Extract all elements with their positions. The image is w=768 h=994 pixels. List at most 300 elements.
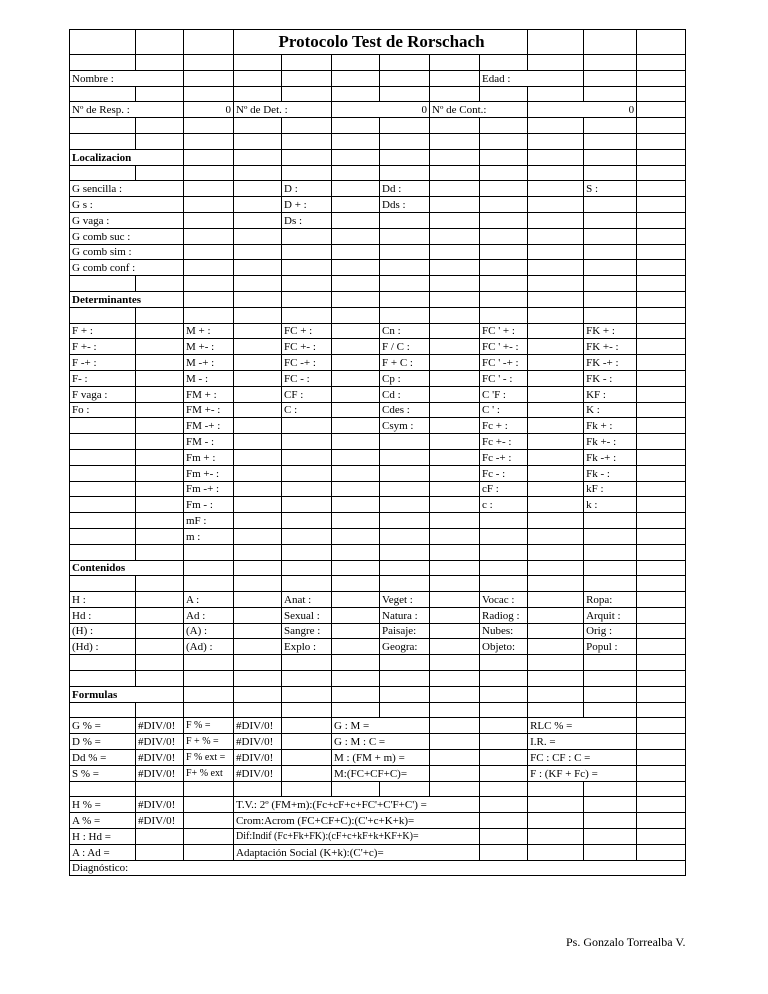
entry-cell[interactable] — [136, 402, 184, 418]
table-row — [70, 829, 686, 845]
entry-cell[interactable] — [528, 260, 584, 276]
entry-cell[interactable] — [332, 481, 380, 497]
entry-cell[interactable] — [184, 260, 234, 276]
entry-cell[interactable] — [234, 244, 282, 260]
table-cell — [380, 307, 430, 323]
entry-cell[interactable] — [430, 228, 480, 244]
table-cell — [184, 655, 234, 671]
content-label: Arquit : — [584, 607, 637, 623]
formula-label: T.V.: 2º (FM+m):(Fc+cF+c+FC'+C'F+C') = — [234, 797, 480, 813]
entry-cell[interactable] — [637, 718, 686, 734]
entry-cell[interactable] — [528, 181, 584, 197]
n-det-value: 0 — [332, 102, 430, 118]
determinant-label: FK -+ : — [584, 355, 637, 371]
entry-cell[interactable] — [332, 497, 380, 513]
formula-value — [136, 844, 184, 860]
entry-cell[interactable] — [136, 497, 184, 513]
entry-cell[interactable] — [637, 449, 686, 465]
formula-label: Adaptación Social (K+k):(C'+c)= — [234, 844, 480, 860]
entry-cell[interactable] — [282, 718, 332, 734]
entry-cell[interactable] — [136, 418, 184, 434]
content-label: Anat : — [282, 592, 332, 608]
entry-cell[interactable] — [136, 434, 184, 450]
entry-cell[interactable] — [234, 481, 282, 497]
entry-cell[interactable] — [430, 718, 480, 734]
entry-cell[interactable] — [480, 734, 528, 750]
entry-cell[interactable] — [136, 639, 184, 655]
loc-label: G vaga : — [70, 212, 184, 228]
entry-cell[interactable] — [136, 323, 184, 339]
table-cell — [637, 544, 686, 560]
table-cell — [637, 291, 686, 307]
entry-cell[interactable] — [584, 844, 637, 860]
entry-cell[interactable] — [430, 434, 480, 450]
entry-cell[interactable] — [430, 323, 480, 339]
entry-cell[interactable] — [234, 402, 282, 418]
loc-label: G comb suc : — [70, 228, 184, 244]
table-cell — [184, 30, 234, 55]
formula-value: #DIV/0! — [136, 750, 184, 766]
entry-cell[interactable] — [430, 465, 480, 481]
loc-label: G comb sim : — [70, 244, 184, 260]
entry-cell[interactable] — [136, 355, 184, 371]
entry-cell[interactable] — [528, 386, 584, 402]
entry-cell[interactable] — [528, 844, 584, 860]
entry-cell[interactable] — [528, 465, 584, 481]
entry-cell[interactable] — [637, 813, 686, 829]
entry-cell[interactable] — [637, 197, 686, 213]
entry-cell[interactable] — [430, 244, 480, 260]
entry-cell[interactable] — [430, 513, 480, 529]
entry-cell[interactable] — [430, 497, 480, 513]
entry-cell[interactable] — [332, 244, 380, 260]
entry-cell[interactable] — [430, 481, 480, 497]
table-cell — [234, 686, 282, 702]
entry-cell[interactable] — [430, 260, 480, 276]
entry-cell[interactable] — [528, 355, 584, 371]
entry-cell[interactable] — [332, 592, 380, 608]
entry-cell[interactable] — [480, 844, 528, 860]
formula-value: #DIV/0! — [234, 750, 282, 766]
entry-cell[interactable] — [234, 370, 282, 386]
entry-cell[interactable] — [528, 797, 584, 813]
table-cell — [184, 544, 234, 560]
entry-cell[interactable] — [282, 750, 332, 766]
entry-cell[interactable] — [480, 181, 528, 197]
entry-cell[interactable] — [430, 370, 480, 386]
content-label: (A) : — [184, 623, 234, 639]
determinant-label — [380, 528, 430, 544]
table-cell[interactable] — [282, 70, 332, 86]
table-cell[interactable] — [234, 70, 282, 86]
entry-cell[interactable] — [480, 765, 528, 781]
table-cell — [637, 118, 686, 134]
table-cell — [528, 55, 584, 71]
entry-cell[interactable] — [430, 639, 480, 655]
entry-cell[interactable] — [430, 607, 480, 623]
table-row — [70, 623, 686, 639]
entry-cell[interactable] — [234, 323, 282, 339]
entry-cell[interactable] — [637, 465, 686, 481]
table-cell[interactable] — [430, 70, 480, 86]
table-cell — [70, 118, 136, 134]
table-cell — [430, 55, 480, 71]
entry-cell[interactable] — [637, 244, 686, 260]
entry-cell[interactable] — [480, 829, 528, 845]
table-cell — [136, 781, 184, 797]
nombre-field[interactable] — [184, 70, 234, 86]
entry-cell[interactable] — [480, 718, 528, 734]
entry-cell[interactable] — [528, 449, 584, 465]
entry-cell[interactable] — [184, 813, 234, 829]
table-cell[interactable] — [637, 70, 686, 86]
entry-cell[interactable] — [528, 513, 584, 529]
entry-cell[interactable] — [637, 797, 686, 813]
entry-cell[interactable] — [528, 639, 584, 655]
entry-cell[interactable] — [637, 497, 686, 513]
entry-cell[interactable] — [480, 244, 528, 260]
entry-cell[interactable] — [637, 513, 686, 529]
entry-cell[interactable] — [332, 339, 380, 355]
entry-cell[interactable] — [234, 639, 282, 655]
entry-cell[interactable] — [136, 607, 184, 623]
edad-field[interactable] — [584, 70, 637, 86]
entry-cell[interactable] — [528, 402, 584, 418]
table-cell — [332, 133, 380, 149]
determinant-label: Csym : — [380, 418, 430, 434]
determinant-label: KF : — [584, 386, 637, 402]
table-row — [70, 386, 686, 402]
entry-cell[interactable] — [332, 607, 380, 623]
entry-cell[interactable] — [528, 418, 584, 434]
entry-cell[interactable] — [637, 386, 686, 402]
entry-cell[interactable] — [528, 339, 584, 355]
entry-cell[interactable] — [528, 592, 584, 608]
entry-cell[interactable] — [480, 197, 528, 213]
entry-cell[interactable] — [234, 623, 282, 639]
table-row — [70, 797, 686, 813]
entry-cell[interactable] — [528, 212, 584, 228]
table-cell — [480, 781, 528, 797]
entry-cell[interactable] — [637, 370, 686, 386]
entry-cell[interactable] — [184, 197, 234, 213]
entry-cell[interactable] — [136, 513, 184, 529]
entry-cell[interactable] — [332, 402, 380, 418]
determinant-label: F -+ : — [70, 355, 136, 371]
table-cell — [282, 118, 332, 134]
table-cell — [430, 560, 480, 576]
entry-cell[interactable] — [332, 197, 380, 213]
table-cell — [234, 544, 282, 560]
entry-cell[interactable] — [234, 386, 282, 402]
entry-cell[interactable] — [528, 323, 584, 339]
entry-cell[interactable] — [184, 212, 234, 228]
entry-cell[interactable] — [528, 434, 584, 450]
determinant-label: kF : — [584, 481, 637, 497]
entry-cell[interactable] — [332, 323, 380, 339]
formula-value: #DIV/0! — [234, 765, 282, 781]
entry-cell[interactable] — [234, 465, 282, 481]
entry-cell[interactable] — [332, 418, 380, 434]
entry-cell[interactable] — [637, 402, 686, 418]
table-cell — [136, 276, 184, 292]
table-cell — [282, 576, 332, 592]
entry-cell[interactable] — [528, 813, 584, 829]
entry-cell[interactable] — [637, 829, 686, 845]
determinant-label — [380, 449, 430, 465]
table-cell — [332, 686, 380, 702]
table-cell — [332, 671, 380, 687]
entry-cell[interactable] — [430, 734, 480, 750]
table-cell — [136, 86, 184, 102]
entry-cell[interactable] — [136, 592, 184, 608]
table-cell — [480, 276, 528, 292]
entry-cell[interactable] — [184, 181, 234, 197]
entry-cell[interactable] — [637, 734, 686, 750]
loc-label: Dds : — [380, 197, 430, 213]
entry-cell[interactable] — [332, 449, 380, 465]
entry-cell[interactable] — [637, 323, 686, 339]
entry-cell[interactable] — [332, 181, 380, 197]
entry-cell[interactable] — [332, 528, 380, 544]
table-cell — [332, 576, 380, 592]
determinant-label — [380, 465, 430, 481]
table-cell — [584, 576, 637, 592]
entry-cell[interactable] — [234, 355, 282, 371]
entry-cell[interactable] — [234, 513, 282, 529]
entry-cell[interactable] — [234, 434, 282, 450]
entry-cell[interactable] — [528, 497, 584, 513]
entry-cell[interactable] — [184, 844, 234, 860]
determinant-label — [70, 418, 136, 434]
entry-cell[interactable] — [332, 434, 380, 450]
table-cell — [528, 307, 584, 323]
entry-cell[interactable] — [480, 212, 528, 228]
n-cont-value: 0 — [528, 102, 637, 118]
content-label: Geogra: — [380, 639, 430, 655]
entry-cell[interactable] — [584, 797, 637, 813]
determinant-label — [70, 434, 136, 450]
entry-cell[interactable] — [528, 197, 584, 213]
entry-cell[interactable] — [234, 181, 282, 197]
entry-cell[interactable] — [136, 449, 184, 465]
entry-cell[interactable] — [234, 607, 282, 623]
determinant-label: Fo : — [70, 402, 136, 418]
table-cell — [380, 671, 430, 687]
entry-cell[interactable] — [136, 339, 184, 355]
loc-label: S : — [584, 181, 637, 197]
entry-cell[interactable] — [637, 844, 686, 860]
determinant-label: FK +- : — [584, 339, 637, 355]
entry-cell[interactable] — [430, 197, 480, 213]
table-cell — [282, 133, 332, 149]
entry-cell[interactable] — [136, 370, 184, 386]
entry-cell[interactable] — [528, 528, 584, 544]
table-cell — [70, 86, 136, 102]
table-cell — [70, 133, 136, 149]
determinant-label: Cn : — [380, 323, 430, 339]
table-row — [70, 418, 686, 434]
entry-cell[interactable] — [430, 212, 480, 228]
entry-cell[interactable] — [332, 260, 380, 276]
determinant-label: F vaga : — [70, 386, 136, 402]
entry-cell[interactable] — [136, 623, 184, 639]
entry-cell[interactable] — [136, 528, 184, 544]
entry-cell[interactable] — [584, 829, 637, 845]
entry-cell[interactable] — [480, 750, 528, 766]
table-cell — [332, 118, 380, 134]
entry-cell[interactable] — [528, 228, 584, 244]
table-row — [70, 513, 686, 529]
determinant-label: Fm +- : — [184, 465, 234, 481]
entry-cell[interactable] — [332, 623, 380, 639]
entry-cell[interactable] — [332, 355, 380, 371]
entry-cell[interactable] — [584, 813, 637, 829]
formula-value: #DIV/0! — [234, 718, 282, 734]
entry-cell[interactable] — [528, 481, 584, 497]
entry-cell[interactable] — [430, 528, 480, 544]
table-cell[interactable] — [380, 70, 430, 86]
entry-cell[interactable] — [528, 623, 584, 639]
entry-cell[interactable] — [332, 639, 380, 655]
entry-cell[interactable] — [430, 418, 480, 434]
table-row — [70, 813, 686, 829]
entry-cell[interactable] — [637, 260, 686, 276]
entry-cell[interactable] — [234, 339, 282, 355]
determinant-label — [70, 465, 136, 481]
entry-cell[interactable] — [234, 418, 282, 434]
table-cell — [282, 560, 332, 576]
entry-cell[interactable] — [637, 750, 686, 766]
table-cell — [70, 655, 136, 671]
entry-cell[interactable] — [480, 228, 528, 244]
entry-cell[interactable] — [637, 481, 686, 497]
entry-cell[interactable] — [480, 797, 528, 813]
entry-cell[interactable] — [184, 797, 234, 813]
table-cell — [184, 165, 234, 181]
table-cell — [480, 55, 528, 71]
entry-cell[interactable] — [528, 370, 584, 386]
table-cell — [234, 55, 282, 71]
entry-cell[interactable] — [637, 528, 686, 544]
entry-cell[interactable] — [637, 339, 686, 355]
entry-cell[interactable] — [234, 449, 282, 465]
entry-cell[interactable] — [430, 402, 480, 418]
loc-label: G comb conf : — [70, 260, 184, 276]
entry-cell[interactable] — [637, 592, 686, 608]
entry-cell[interactable] — [430, 750, 480, 766]
entry-cell[interactable] — [234, 528, 282, 544]
entry-cell[interactable] — [234, 497, 282, 513]
entry-cell[interactable] — [480, 813, 528, 829]
formula-label: G : M = — [332, 718, 430, 734]
entry-cell[interactable] — [136, 465, 184, 481]
entry-cell[interactable] — [332, 370, 380, 386]
entry-cell[interactable] — [528, 607, 584, 623]
entry-cell[interactable] — [184, 244, 234, 260]
entry-cell[interactable] — [234, 228, 282, 244]
table-cell — [332, 655, 380, 671]
entry-cell[interactable] — [528, 244, 584, 260]
entry-cell[interactable] — [637, 212, 686, 228]
determinant-label — [70, 449, 136, 465]
determinant-label — [584, 513, 637, 529]
entry-cell[interactable] — [332, 386, 380, 402]
entry-cell[interactable] — [332, 228, 380, 244]
entry-cell[interactable] — [184, 228, 234, 244]
entry-cell[interactable] — [637, 765, 686, 781]
table-cell — [480, 165, 528, 181]
table-cell — [528, 560, 584, 576]
entry-cell[interactable] — [637, 228, 686, 244]
entry-cell[interactable] — [234, 592, 282, 608]
formula-value: #DIV/0! — [136, 765, 184, 781]
table-cell — [234, 781, 282, 797]
entry-cell[interactable] — [234, 260, 282, 276]
entry-cell[interactable] — [480, 260, 528, 276]
formula-label: F % ext = — [184, 750, 234, 766]
entry-cell[interactable] — [234, 197, 282, 213]
entry-cell[interactable] — [430, 386, 480, 402]
loc-label — [380, 260, 430, 276]
entry-cell[interactable] — [430, 339, 480, 355]
table-cell — [480, 702, 528, 718]
entry-cell[interactable] — [430, 623, 480, 639]
entry-cell[interactable] — [332, 212, 380, 228]
table-cell[interactable] — [332, 70, 380, 86]
entry-cell[interactable] — [430, 765, 480, 781]
entry-cell[interactable] — [234, 212, 282, 228]
entry-cell[interactable] — [136, 481, 184, 497]
entry-cell[interactable] — [430, 181, 480, 197]
entry-cell[interactable] — [637, 639, 686, 655]
entry-cell[interactable] — [430, 355, 480, 371]
determinant-label: M +- : — [184, 339, 234, 355]
table-cell — [136, 30, 184, 55]
determinant-label: FC + : — [282, 323, 332, 339]
entry-cell[interactable] — [282, 765, 332, 781]
entry-cell[interactable] — [637, 434, 686, 450]
entry-cell[interactable] — [282, 734, 332, 750]
entry-cell[interactable] — [332, 465, 380, 481]
determinant-label — [70, 481, 136, 497]
entry-cell[interactable] — [637, 418, 686, 434]
entry-cell[interactable] — [136, 386, 184, 402]
entry-cell[interactable] — [528, 829, 584, 845]
formula-value: #DIV/0! — [136, 718, 184, 734]
formula-label: FC : CF : C = — [528, 750, 637, 766]
entry-cell[interactable] — [637, 607, 686, 623]
entry-cell[interactable] — [637, 355, 686, 371]
table-cell — [70, 576, 136, 592]
entry-cell[interactable] — [637, 623, 686, 639]
table-cell — [380, 291, 430, 307]
entry-cell[interactable] — [637, 181, 686, 197]
table-cell — [637, 781, 686, 797]
table-cell — [637, 560, 686, 576]
entry-cell[interactable] — [430, 449, 480, 465]
loc-label — [282, 260, 332, 276]
formula-label: M : (FM + m) = — [332, 750, 430, 766]
determinant-label: FC ' + : — [480, 323, 528, 339]
table-cell — [184, 276, 234, 292]
content-label: Paisaje: — [380, 623, 430, 639]
entry-cell[interactable] — [332, 513, 380, 529]
table-row — [70, 339, 686, 355]
diagnostico-field[interactable]: Diagnóstico: — [70, 860, 686, 876]
entry-cell[interactable] — [430, 592, 480, 608]
entry-cell[interactable] — [184, 829, 234, 845]
